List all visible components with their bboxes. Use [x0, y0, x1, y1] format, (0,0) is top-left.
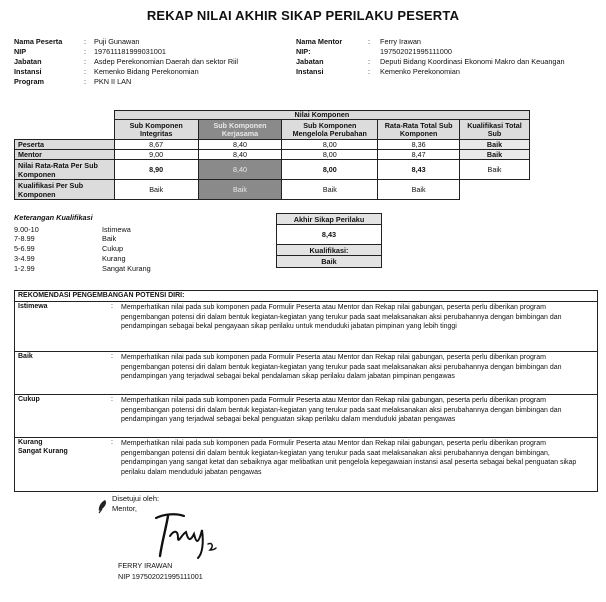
legend-item: [14, 224, 151, 234]
legend-label: Cukup: [102, 244, 124, 254]
recommendation-row: [15, 438, 597, 491]
table-group-header: Nilai Komponen: [114, 111, 529, 120]
info-value: Deputi Bidang Koordinasi Ekonomi Makro dan Keuangan: [380, 56, 565, 66]
legend-item: [14, 264, 151, 274]
recommendation-text: Memperhatikan nilai pada sub komponen pada Formulir Peserta atau Mentor dan Rekap nilai gabungan, peserta perlu diberikan program pengembangan potensi diri dalam bentuk kegiatan-kegiatan yang terukur pada saat melaksanakan aksi perubahannya dengan bimbingan dan pendampingan yang terjadwal sebagai bekal pendalaman sikap perilaku dalam jabatan pimpinan pengawas: [121, 354, 562, 381]
table-cell: 8,00: [282, 140, 378, 150]
table-header-row: [15, 120, 530, 140]
info-row: [296, 56, 565, 66]
recommendation-text: Memperhatikan nilai pada sub komponen pada Formulir Peserta atau Mentor dan Rekap nilai gabungan, peserta perlu diberikan program pengembangan potensi diri dalam bentuk kegiatan-kegiatan yang terukur pada saat melaksanakan aksi perubahannya dengan bimbingan dan pendampingan sebagai bekal pengayaan sikap perilaku untuk menduduki jabatan pimpinan yang lebih tinggi: [121, 304, 562, 331]
mentor-info: [296, 36, 565, 77]
table-row: [15, 150, 530, 160]
approval-role: Mentor,: [112, 504, 138, 513]
table-group-header-row: [15, 111, 530, 120]
info-sep: :: [84, 56, 87, 66]
info-label: Nama Peserta: [14, 36, 63, 46]
pen-mark-icon: [96, 498, 110, 514]
info-label: Instansi: [14, 67, 42, 77]
info-value: Kemenko Perekonomian: [380, 67, 460, 77]
signer-name: FERRY IRAWAN: [118, 561, 173, 570]
info-row: [14, 56, 238, 66]
info-label: Jabatan: [296, 56, 324, 66]
handwritten-signature: [150, 508, 220, 560]
table-cell: 8,67: [114, 140, 198, 150]
table-row: [15, 180, 530, 200]
table-cell: 8,40: [198, 140, 282, 150]
info-row: [14, 77, 238, 87]
legend-label: Baik: [102, 234, 117, 244]
recommendation-text: Memperhatikan nilai pada sub komponen pada Formulir Peserta atau Mentor dan Rekap nilai gabungan, peserta perlu diberikan program pengembangan potensi diri dalam bentuk kegiatan-kegiatan yang terukur pada saat melaksanakan aksi perubahannya dengan bimbingan, pendampingan yang sangat ketat dan sebaiknya agar melibatkan unit pengelola kepegawaian instansi asal peserta sebagai bekal penguatan sikap perilaku dalam menduduki jabatan pengawas: [121, 440, 577, 476]
column-header: Sub Komponen Mengelola Perubahan: [282, 120, 378, 140]
final-score-box: [276, 213, 382, 268]
column-header: Rata-Rata Total Sub Komponen: [378, 120, 460, 140]
info-row: [296, 46, 565, 56]
legend-item: [14, 254, 151, 264]
row-label: Nilai Rata-Rata Per Sub Komponen: [15, 160, 115, 180]
recommendation-label: Cukup: [18, 396, 40, 403]
info-sep: :: [84, 36, 87, 46]
info-row: [14, 36, 238, 46]
recommendation-sep: :: [111, 353, 113, 360]
table-cell: 8,36: [378, 140, 460, 150]
legend-range: 7-8.99: [14, 234, 35, 244]
info-row: [14, 46, 238, 56]
legend-range: 9.00-10: [14, 224, 39, 234]
recommendation-label: Kurang: [18, 439, 43, 446]
info-label: NIP:: [296, 46, 311, 56]
table-cell: 8,47: [378, 150, 460, 160]
table-cell: 8,43: [378, 160, 460, 180]
column-header: Sub Komponen Integritas: [114, 120, 198, 140]
info-value: PKN II LAN: [94, 77, 132, 87]
table-corner: [15, 120, 115, 140]
table-cell: Baik: [460, 140, 530, 150]
recommendation-sep: :: [111, 396, 113, 403]
legend-item: [14, 244, 151, 254]
participant-info: [14, 36, 238, 87]
score-table: [14, 110, 530, 200]
approval-label: Disetujui oleh:: [112, 494, 160, 503]
info-label: Nama Mentor: [296, 36, 343, 46]
page-title: REKAP NILAI AKHIR SIKAP PERILAKU PESERTA: [146, 8, 460, 23]
signer-nip: NIP 197502021995111001: [118, 572, 203, 581]
info-row: [296, 36, 565, 46]
info-sep: :: [84, 77, 87, 87]
info-sep: :: [368, 67, 371, 77]
table-empty-cell: [460, 180, 530, 200]
recommendation-row: [15, 352, 597, 395]
legend-heading: Keterangan Kualifikasi: [14, 213, 93, 222]
info-value: 197502021995111000: [380, 46, 452, 56]
info-value: Ferry Irawan: [380, 36, 421, 46]
recommendation-label: Istimewa: [18, 303, 48, 310]
info-label: NIP: [14, 46, 27, 56]
recommendation-label-group: [15, 438, 111, 491]
table-cell: Baik: [460, 150, 530, 160]
legend-range: 1-2.99: [14, 264, 35, 274]
row-label: Mentor: [15, 150, 115, 160]
table-cell: 8,40: [198, 150, 282, 160]
recommendation-row: [15, 395, 597, 438]
final-score-value: 8,43: [277, 225, 381, 245]
qualification-label: Kualifikasi:: [277, 245, 381, 256]
legend-label: Istimewa: [102, 224, 131, 234]
legend-label: Kurang: [102, 254, 126, 264]
table-cell: Baik: [460, 160, 530, 180]
table-cell: Baik: [378, 180, 460, 200]
qualification-legend: [14, 213, 151, 274]
info-value: Puji Gunawan: [94, 36, 140, 46]
legend-range: 3-4.99: [14, 254, 35, 264]
info-sep: :: [368, 36, 371, 46]
info-row: [296, 67, 565, 77]
table-cell: 8,00: [282, 160, 378, 180]
signer-block: [118, 561, 203, 583]
legend-range: 5-6.99: [14, 244, 35, 254]
table-row: [15, 160, 530, 180]
row-label: Kualifikasi Per Sub Komponen: [15, 180, 115, 200]
table-cell: 9,00: [114, 150, 198, 160]
legend-item: [14, 234, 151, 244]
table-row: [15, 140, 530, 150]
column-header: Sub Komponen Kerjasama: [198, 120, 282, 140]
table-cell: Baik: [282, 180, 378, 200]
column-header: Kualifikasi Total Sub: [460, 120, 530, 140]
recommendation-label: Sangat Kurang: [18, 447, 68, 455]
info-value: Kemenko Bidang Perekonomian: [94, 67, 199, 77]
legend-label: Sangat Kurang: [102, 264, 151, 274]
info-value: Asdep Perekonomian Daerah dan sektor Riil: [94, 56, 238, 66]
table-cell: 8,90: [114, 160, 198, 180]
info-sep: :: [84, 46, 87, 56]
qualification-value: Baik: [277, 256, 381, 267]
row-label: Peserta: [15, 140, 115, 150]
recommendation-label: Baik: [18, 353, 33, 360]
recommendation-sep: :: [111, 439, 113, 446]
table-cell: Baik: [114, 180, 198, 200]
recommendation-table: [14, 290, 598, 492]
table-cell: Baik: [198, 180, 282, 200]
recommendation-row: [15, 302, 597, 352]
table-corner: [15, 111, 115, 120]
info-sep: :: [368, 56, 371, 66]
info-label: Instansi: [296, 67, 324, 77]
table-cell: 8,00: [282, 150, 378, 160]
info-sep: :: [84, 67, 87, 77]
table-cell: 8,40: [198, 160, 282, 180]
recommendation-text: Memperhatikan nilai pada sub komponen pada Formulir Peserta atau Mentor dan Rekap nilai gabungan, peserta perlu diberikan program pengembangan potensi diri dalam bentuk kegiatan-kegiatan yang terukur pada saat melaksanakan aksi perubahannya dengan bimbingan dan pendampingan yang terjadwal sebagai bekal penguatan sikap perilaku dalam menduduki jabatan pengawas: [121, 397, 562, 424]
info-label: Jabatan: [14, 56, 42, 66]
recommendation-heading: REKOMENDASI PENGEMBANGAN POTENSI DIRI:: [15, 291, 597, 302]
recommendation-sep: :: [111, 303, 113, 310]
info-label: Program: [14, 77, 45, 87]
info-row: [14, 67, 238, 77]
final-score-label: Akhir Sikap Perilaku: [277, 214, 381, 225]
info-value: 197611181999031001: [94, 46, 166, 56]
